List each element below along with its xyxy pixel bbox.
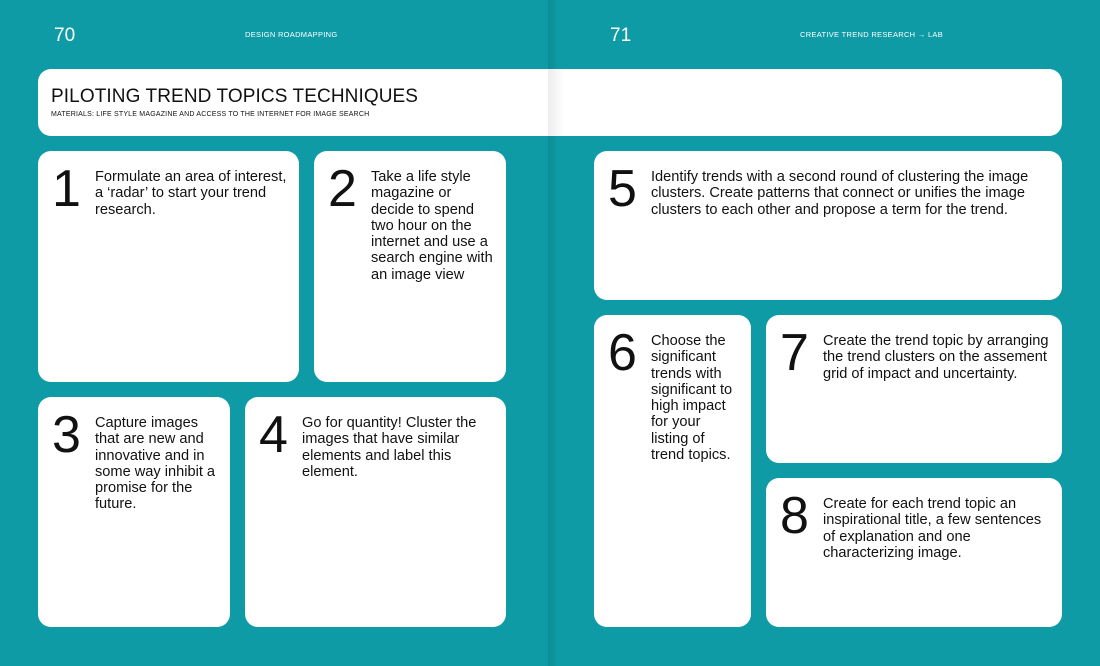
title-banner <box>38 69 1062 136</box>
step-text: Capture images that are new and innovative and in some way inhibit a promise for the future. <box>95 415 216 513</box>
step-text: Go for quantity! Cluster the images that have similar elements and label this element. <box>302 415 477 480</box>
step-card-3 <box>38 397 230 627</box>
step-card-8 <box>766 478 1062 627</box>
right-page-number: 71 <box>610 25 632 46</box>
materials-subtitle: MATERIALS: LIFE STYLE MAGAZINE AND ACCESS TO THE INTERNET FOR IMAGE SEARCH <box>51 111 370 118</box>
step-number: 1 <box>52 160 81 218</box>
step-text: Create the trend topic by arranging the trend clusters on the assement grid of impact and uncertainty. <box>823 333 1049 382</box>
page-title: PILOTING TREND TOPICS TECHNIQUES <box>51 86 419 107</box>
step-text: Choose the significant trends with significant to high impact for your listing of trend topics. <box>651 333 733 464</box>
banner-fold-shadow <box>548 69 564 136</box>
step-card-5 <box>594 151 1062 300</box>
step-text: Formulate an area of interest, a ‘radar’ to start your trend research. <box>95 169 287 218</box>
step-number: 4 <box>259 406 288 464</box>
left-running-head: DESIGN ROADMAPPING <box>245 30 338 39</box>
step-number: 2 <box>328 160 357 218</box>
step-number: 5 <box>608 160 637 218</box>
step-card-1 <box>38 151 299 382</box>
step-number: 3 <box>52 406 81 464</box>
step-number: 6 <box>608 324 637 382</box>
step-card-7 <box>766 315 1062 463</box>
step-text: Take a life style magazine or decide to spend two hour on the internet and use a search engine with an image view <box>371 169 493 283</box>
step-number: 7 <box>780 324 809 382</box>
step-number: 8 <box>780 487 809 545</box>
right-running-head: CREATIVE TREND RESEARCH → LAB <box>800 30 944 39</box>
step-card-2 <box>314 151 506 382</box>
left-page-number: 70 <box>54 25 76 46</box>
step-card-6 <box>594 315 751 627</box>
step-text: Identify trends with a second round of clustering the image clusters. Create patterns that connect or unifies the image clusters to each other and propose a term for the trend. <box>651 169 1029 218</box>
step-card-4 <box>245 397 506 627</box>
step-text: Create for each trend topic an inspirational title, a few sentences of explanation and one characterizing image. <box>823 496 1042 561</box>
